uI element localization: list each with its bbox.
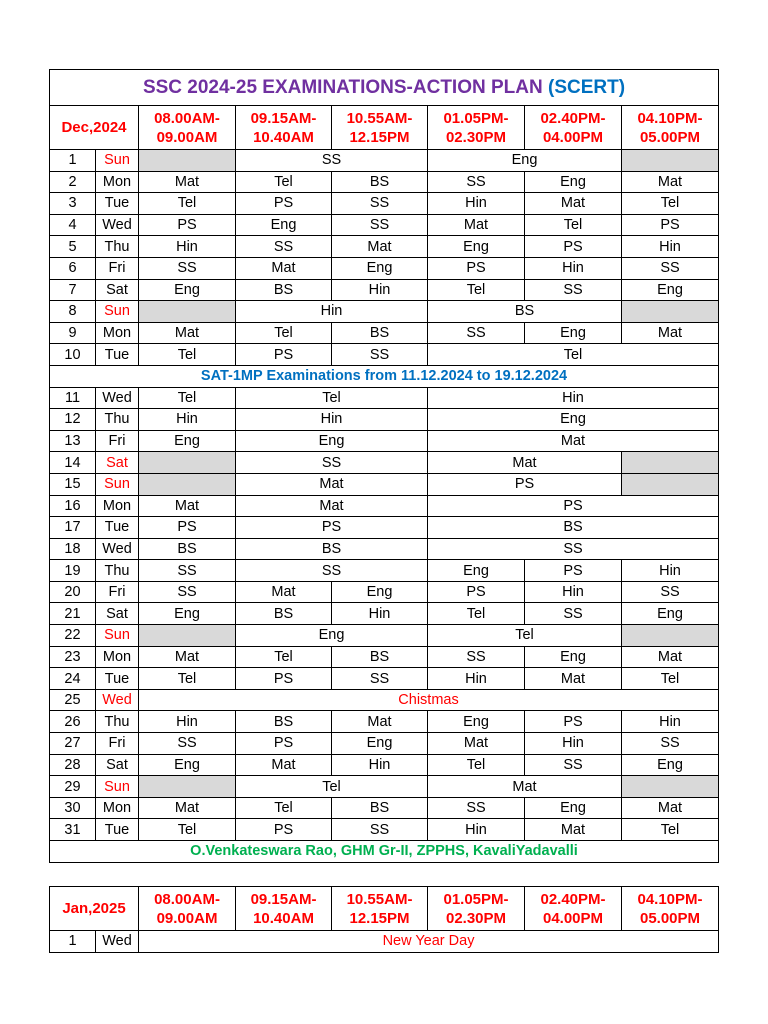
date-cell: 10 [50, 344, 96, 366]
weekday-cell: Mon [96, 171, 139, 193]
table-row [50, 257, 719, 279]
time-slot-header: 04.10PM- 05.00PM [622, 887, 719, 931]
subject-cell: Tel [139, 387, 236, 409]
time-slot-header: 02.40PM- 04.00PM [525, 887, 622, 931]
date-cell: 6 [50, 257, 96, 279]
subject-cell: SS [332, 193, 428, 215]
subject-cell: Mat [428, 214, 525, 236]
table-row [50, 776, 719, 798]
holiday-cell: Chistmas [139, 689, 719, 711]
title-accent: (SCERT) [548, 76, 626, 98]
date-cell: 3 [50, 193, 96, 215]
subject-cell: SS [525, 754, 622, 776]
date-cell: 14 [50, 452, 96, 474]
subject-cell: SS [139, 733, 236, 755]
subject-cell: Hin [139, 236, 236, 258]
subject-cell: Mat [428, 733, 525, 755]
table-row [50, 819, 719, 841]
subject-cell: Eng [139, 603, 236, 625]
subject-cell: Eng [622, 279, 719, 301]
time-slot-header: 10.55AM- 12.15PM [332, 887, 428, 931]
subject-cell [139, 150, 236, 172]
subject-cell: SS [139, 257, 236, 279]
weekday-cell: Thu [96, 711, 139, 733]
subject-cell: Eng [525, 322, 622, 344]
holiday-cell: New Year Day [139, 931, 719, 953]
subject-cell: Tel [236, 646, 332, 668]
subject-cell: Hin [622, 236, 719, 258]
weekday-cell: Sat [96, 603, 139, 625]
subject-cell: Eng [428, 560, 525, 582]
weekday-cell: Sun [96, 776, 139, 798]
table-row [50, 236, 719, 258]
subject-cell: Eng [236, 214, 332, 236]
subject-cell: SS [525, 279, 622, 301]
subject-cell: Mat [332, 236, 428, 258]
subject-cell: Tel [622, 819, 719, 841]
subject-cell: PS [428, 495, 719, 517]
subject-cell [139, 301, 236, 323]
subject-cell: Mat [236, 754, 332, 776]
weekday-cell: Tue [96, 668, 139, 690]
exam-notice: SAT-1MP Examinations from 11.12.2024 to 19.12.2024 [50, 365, 719, 387]
table-row [50, 430, 719, 452]
table-row [50, 625, 719, 647]
subject-cell: Hin [236, 409, 428, 431]
weekday-cell: Sat [96, 279, 139, 301]
weekday-cell: Mon [96, 646, 139, 668]
subject-cell [622, 625, 719, 647]
subject-cell: Mat [236, 581, 332, 603]
subject-cell: Tel [622, 193, 719, 215]
date-cell: 16 [50, 495, 96, 517]
subject-cell: PS [236, 193, 332, 215]
subject-cell: PS [236, 668, 332, 690]
subject-cell: BS [236, 603, 332, 625]
jan-header-row [50, 887, 719, 931]
subject-cell: Eng [236, 430, 428, 452]
table-row [50, 754, 719, 776]
date-cell: 1 [50, 931, 96, 953]
subject-cell: SS [525, 603, 622, 625]
weekday-cell: Wed [96, 931, 139, 953]
date-cell: 11 [50, 387, 96, 409]
subject-cell: Mat [525, 819, 622, 841]
table-row [50, 560, 719, 582]
subject-cell: Hin [525, 257, 622, 279]
weekday-cell: Fri [96, 581, 139, 603]
subject-cell: SS [428, 322, 525, 344]
weekday-cell: Tue [96, 344, 139, 366]
table-row [50, 473, 719, 495]
subject-cell: PS [236, 517, 428, 539]
weekday-cell: Sun [96, 150, 139, 172]
weekday-cell: Sat [96, 754, 139, 776]
table-row [50, 409, 719, 431]
subject-cell: Tel [139, 668, 236, 690]
subject-cell: Hin [525, 581, 622, 603]
subject-cell: BS [332, 171, 428, 193]
page-title [50, 70, 719, 106]
weekday-cell: Mon [96, 322, 139, 344]
subject-cell: Mat [236, 495, 428, 517]
time-slot-header: 09.15AM- 10.40AM [236, 106, 332, 150]
weekday-cell: Sun [96, 473, 139, 495]
table-row [50, 452, 719, 474]
date-cell: 29 [50, 776, 96, 798]
table-row [50, 322, 719, 344]
subject-cell: BS [236, 538, 428, 560]
subject-cell: Mat [525, 193, 622, 215]
subject-cell: Tel [236, 797, 332, 819]
subject-cell: Mat [428, 430, 719, 452]
subject-cell: BS [332, 646, 428, 668]
subject-cell: PS [428, 581, 525, 603]
subject-cell: PS [525, 711, 622, 733]
table-row [50, 646, 719, 668]
table-row [50, 711, 719, 733]
time-slot-header: 08.00AM- 09.00AM [139, 106, 236, 150]
subject-cell: Hin [139, 711, 236, 733]
subject-cell: BS [236, 279, 332, 301]
title-main: SSC 2024-25 EXAMINATIONS-ACTION PLAN [142, 76, 543, 98]
subject-cell: Tel [428, 279, 525, 301]
date-cell: 22 [50, 625, 96, 647]
table-row [50, 733, 719, 755]
table-row [50, 538, 719, 560]
date-cell: 18 [50, 538, 96, 560]
subject-cell: Mat [622, 171, 719, 193]
table-row [50, 193, 719, 215]
time-slot-header: 08.00AM- 09.00AM [139, 887, 236, 931]
month-label: Dec,2024 [50, 106, 139, 150]
subject-cell: PS [139, 214, 236, 236]
subject-cell: Tel [525, 214, 622, 236]
subject-cell: Eng [525, 171, 622, 193]
subject-cell [139, 473, 236, 495]
subject-cell: Tel [139, 344, 236, 366]
table-row [50, 387, 719, 409]
subject-cell: BS [428, 301, 622, 323]
weekday-cell: Sun [96, 625, 139, 647]
subject-cell: PS [139, 517, 236, 539]
weekday-cell: Wed [96, 387, 139, 409]
date-cell: 23 [50, 646, 96, 668]
table-row [50, 171, 719, 193]
table-row [50, 797, 719, 819]
subject-cell: Tel [428, 344, 719, 366]
weekday-cell: Thu [96, 236, 139, 258]
subject-cell: Hin [428, 193, 525, 215]
subject-cell: SS [236, 150, 428, 172]
subject-cell: PS [428, 473, 622, 495]
date-cell: 8 [50, 301, 96, 323]
subject-cell: Tel [622, 668, 719, 690]
subject-cell [622, 150, 719, 172]
subject-cell: BS [428, 517, 719, 539]
subject-cell [622, 473, 719, 495]
subject-cell: Hin [236, 301, 428, 323]
subject-cell: Hin [428, 668, 525, 690]
subject-cell: Eng [525, 646, 622, 668]
subject-cell: SS [428, 646, 525, 668]
subject-cell: Eng [139, 279, 236, 301]
subject-cell [622, 301, 719, 323]
subject-cell: SS [332, 214, 428, 236]
subject-cell: SS [332, 668, 428, 690]
time-slot-header: 02.40PM- 04.00PM [525, 106, 622, 150]
weekday-cell: Fri [96, 430, 139, 452]
month-label: Jan,2025 [50, 887, 139, 931]
table-row [50, 214, 719, 236]
subject-cell: Mat [622, 797, 719, 819]
subject-cell: SS [236, 452, 428, 474]
january-schedule-table [49, 886, 719, 953]
subject-cell: SS [236, 560, 428, 582]
weekday-cell: Sun [96, 301, 139, 323]
weekday-cell: Tue [96, 193, 139, 215]
weekday-cell: Mon [96, 495, 139, 517]
date-cell: 21 [50, 603, 96, 625]
time-slot-header: 01.05PM- 02.30PM [428, 887, 525, 931]
subject-cell [139, 625, 236, 647]
date-cell: 25 [50, 689, 96, 711]
subject-cell: Tel [139, 193, 236, 215]
date-cell: 31 [50, 819, 96, 841]
subject-cell: SS [332, 344, 428, 366]
subject-cell: Mat [622, 646, 719, 668]
weekday-cell: Fri [96, 257, 139, 279]
subject-cell: Hin [332, 603, 428, 625]
table-row [50, 689, 719, 711]
subject-cell: BS [332, 797, 428, 819]
subject-cell: BS [139, 538, 236, 560]
december-schedule-table [49, 69, 719, 863]
subject-cell: Eng [332, 581, 428, 603]
subject-cell: Tel [236, 387, 428, 409]
subject-cell: PS [525, 560, 622, 582]
date-cell: 30 [50, 797, 96, 819]
subject-cell: Mat [139, 322, 236, 344]
table-row [50, 279, 719, 301]
subject-cell: Mat [332, 711, 428, 733]
subject-cell [139, 776, 236, 798]
weekday-cell: Wed [96, 538, 139, 560]
time-slot-header: 01.05PM- 02.30PM [428, 106, 525, 150]
subject-cell: Tel [428, 603, 525, 625]
subject-cell: Eng [525, 797, 622, 819]
date-cell: 12 [50, 409, 96, 431]
subject-cell: Eng [139, 430, 236, 452]
subject-cell: Mat [139, 646, 236, 668]
date-cell: 7 [50, 279, 96, 301]
subject-cell: Eng [428, 150, 622, 172]
weekday-cell: Sat [96, 452, 139, 474]
subject-cell: Mat [139, 495, 236, 517]
table-row [50, 668, 719, 690]
subject-cell: Tel [236, 171, 332, 193]
date-cell: 17 [50, 517, 96, 539]
time-slot-header: 04.10PM- 05.00PM [622, 106, 719, 150]
table-row [50, 495, 719, 517]
weekday-cell: Thu [96, 560, 139, 582]
subject-cell: Tel [236, 322, 332, 344]
subject-cell: Mat [622, 322, 719, 344]
subject-cell [139, 452, 236, 474]
date-cell: 19 [50, 560, 96, 582]
subject-cell: Eng [428, 409, 719, 431]
subject-cell: Mat [525, 668, 622, 690]
date-cell: 13 [50, 430, 96, 452]
subject-cell: Eng [428, 711, 525, 733]
subject-cell: Tel [428, 754, 525, 776]
table-row [50, 581, 719, 603]
subject-cell: Mat [428, 452, 622, 474]
weekday-cell: Thu [96, 409, 139, 431]
date-cell: 20 [50, 581, 96, 603]
subject-cell: SS [622, 581, 719, 603]
weekday-cell: Mon [96, 797, 139, 819]
date-cell: 5 [50, 236, 96, 258]
subject-cell: Mat [236, 257, 332, 279]
table-row [50, 603, 719, 625]
subject-cell: Tel [428, 625, 622, 647]
subject-cell: Hin [332, 754, 428, 776]
subject-cell: Hin [622, 711, 719, 733]
table-row [50, 517, 719, 539]
weekday-cell: Tue [96, 819, 139, 841]
subject-cell: SS [428, 538, 719, 560]
subject-cell: SS [139, 581, 236, 603]
subject-cell: Eng [139, 754, 236, 776]
subject-cell: SS [332, 819, 428, 841]
subject-cell: Hin [139, 409, 236, 431]
credit-row [50, 841, 719, 863]
time-slot-header: 10.55AM- 12.15PM [332, 106, 428, 150]
subject-cell: Mat [139, 797, 236, 819]
time-slot-header: 09.15AM- 10.40AM [236, 887, 332, 931]
date-cell: 9 [50, 322, 96, 344]
subject-cell: Eng [428, 236, 525, 258]
date-cell: 2 [50, 171, 96, 193]
dec-header-row [50, 106, 719, 150]
table-row [50, 301, 719, 323]
subject-cell: PS [622, 214, 719, 236]
date-cell: 27 [50, 733, 96, 755]
date-cell: 4 [50, 214, 96, 236]
subject-cell: Mat [428, 776, 622, 798]
subject-cell: Hin [428, 387, 719, 409]
subject-cell: SS [428, 171, 525, 193]
notice-row [50, 365, 719, 387]
subject-cell: Hin [622, 560, 719, 582]
subject-cell: PS [236, 733, 332, 755]
subject-cell: BS [332, 322, 428, 344]
subject-cell: BS [236, 711, 332, 733]
weekday-cell: Tue [96, 517, 139, 539]
subject-cell: SS [236, 236, 332, 258]
weekday-cell: Fri [96, 733, 139, 755]
subject-cell: PS [525, 236, 622, 258]
subject-cell: Mat [139, 171, 236, 193]
date-cell: 1 [50, 150, 96, 172]
subject-cell: Tel [139, 819, 236, 841]
subject-cell [622, 776, 719, 798]
subject-cell: Eng [622, 754, 719, 776]
weekday-cell: Wed [96, 689, 139, 711]
subject-cell: Eng [332, 733, 428, 755]
subject-cell: Tel [236, 776, 428, 798]
table-row [50, 931, 719, 953]
date-cell: 15 [50, 473, 96, 495]
subject-cell: Hin [525, 733, 622, 755]
subject-cell: Eng [622, 603, 719, 625]
author-credit: O.Venkateswara Rao, GHM Gr-II, ZPPHS, KavaliYadavalli [50, 841, 719, 863]
weekday-cell: Wed [96, 214, 139, 236]
table-row [50, 150, 719, 172]
subject-cell: SS [622, 733, 719, 755]
table-row [50, 344, 719, 366]
subject-cell: PS [236, 819, 332, 841]
subject-cell: SS [622, 257, 719, 279]
subject-cell: Eng [236, 625, 428, 647]
subject-cell: PS [236, 344, 332, 366]
subject-cell: Hin [428, 819, 525, 841]
date-cell: 26 [50, 711, 96, 733]
subject-cell: Eng [332, 257, 428, 279]
subject-cell: PS [428, 257, 525, 279]
date-cell: 28 [50, 754, 96, 776]
subject-cell [622, 452, 719, 474]
date-cell: 24 [50, 668, 96, 690]
subject-cell: Mat [236, 473, 428, 495]
subject-cell: SS [428, 797, 525, 819]
subject-cell: Hin [332, 279, 428, 301]
subject-cell: SS [139, 560, 236, 582]
